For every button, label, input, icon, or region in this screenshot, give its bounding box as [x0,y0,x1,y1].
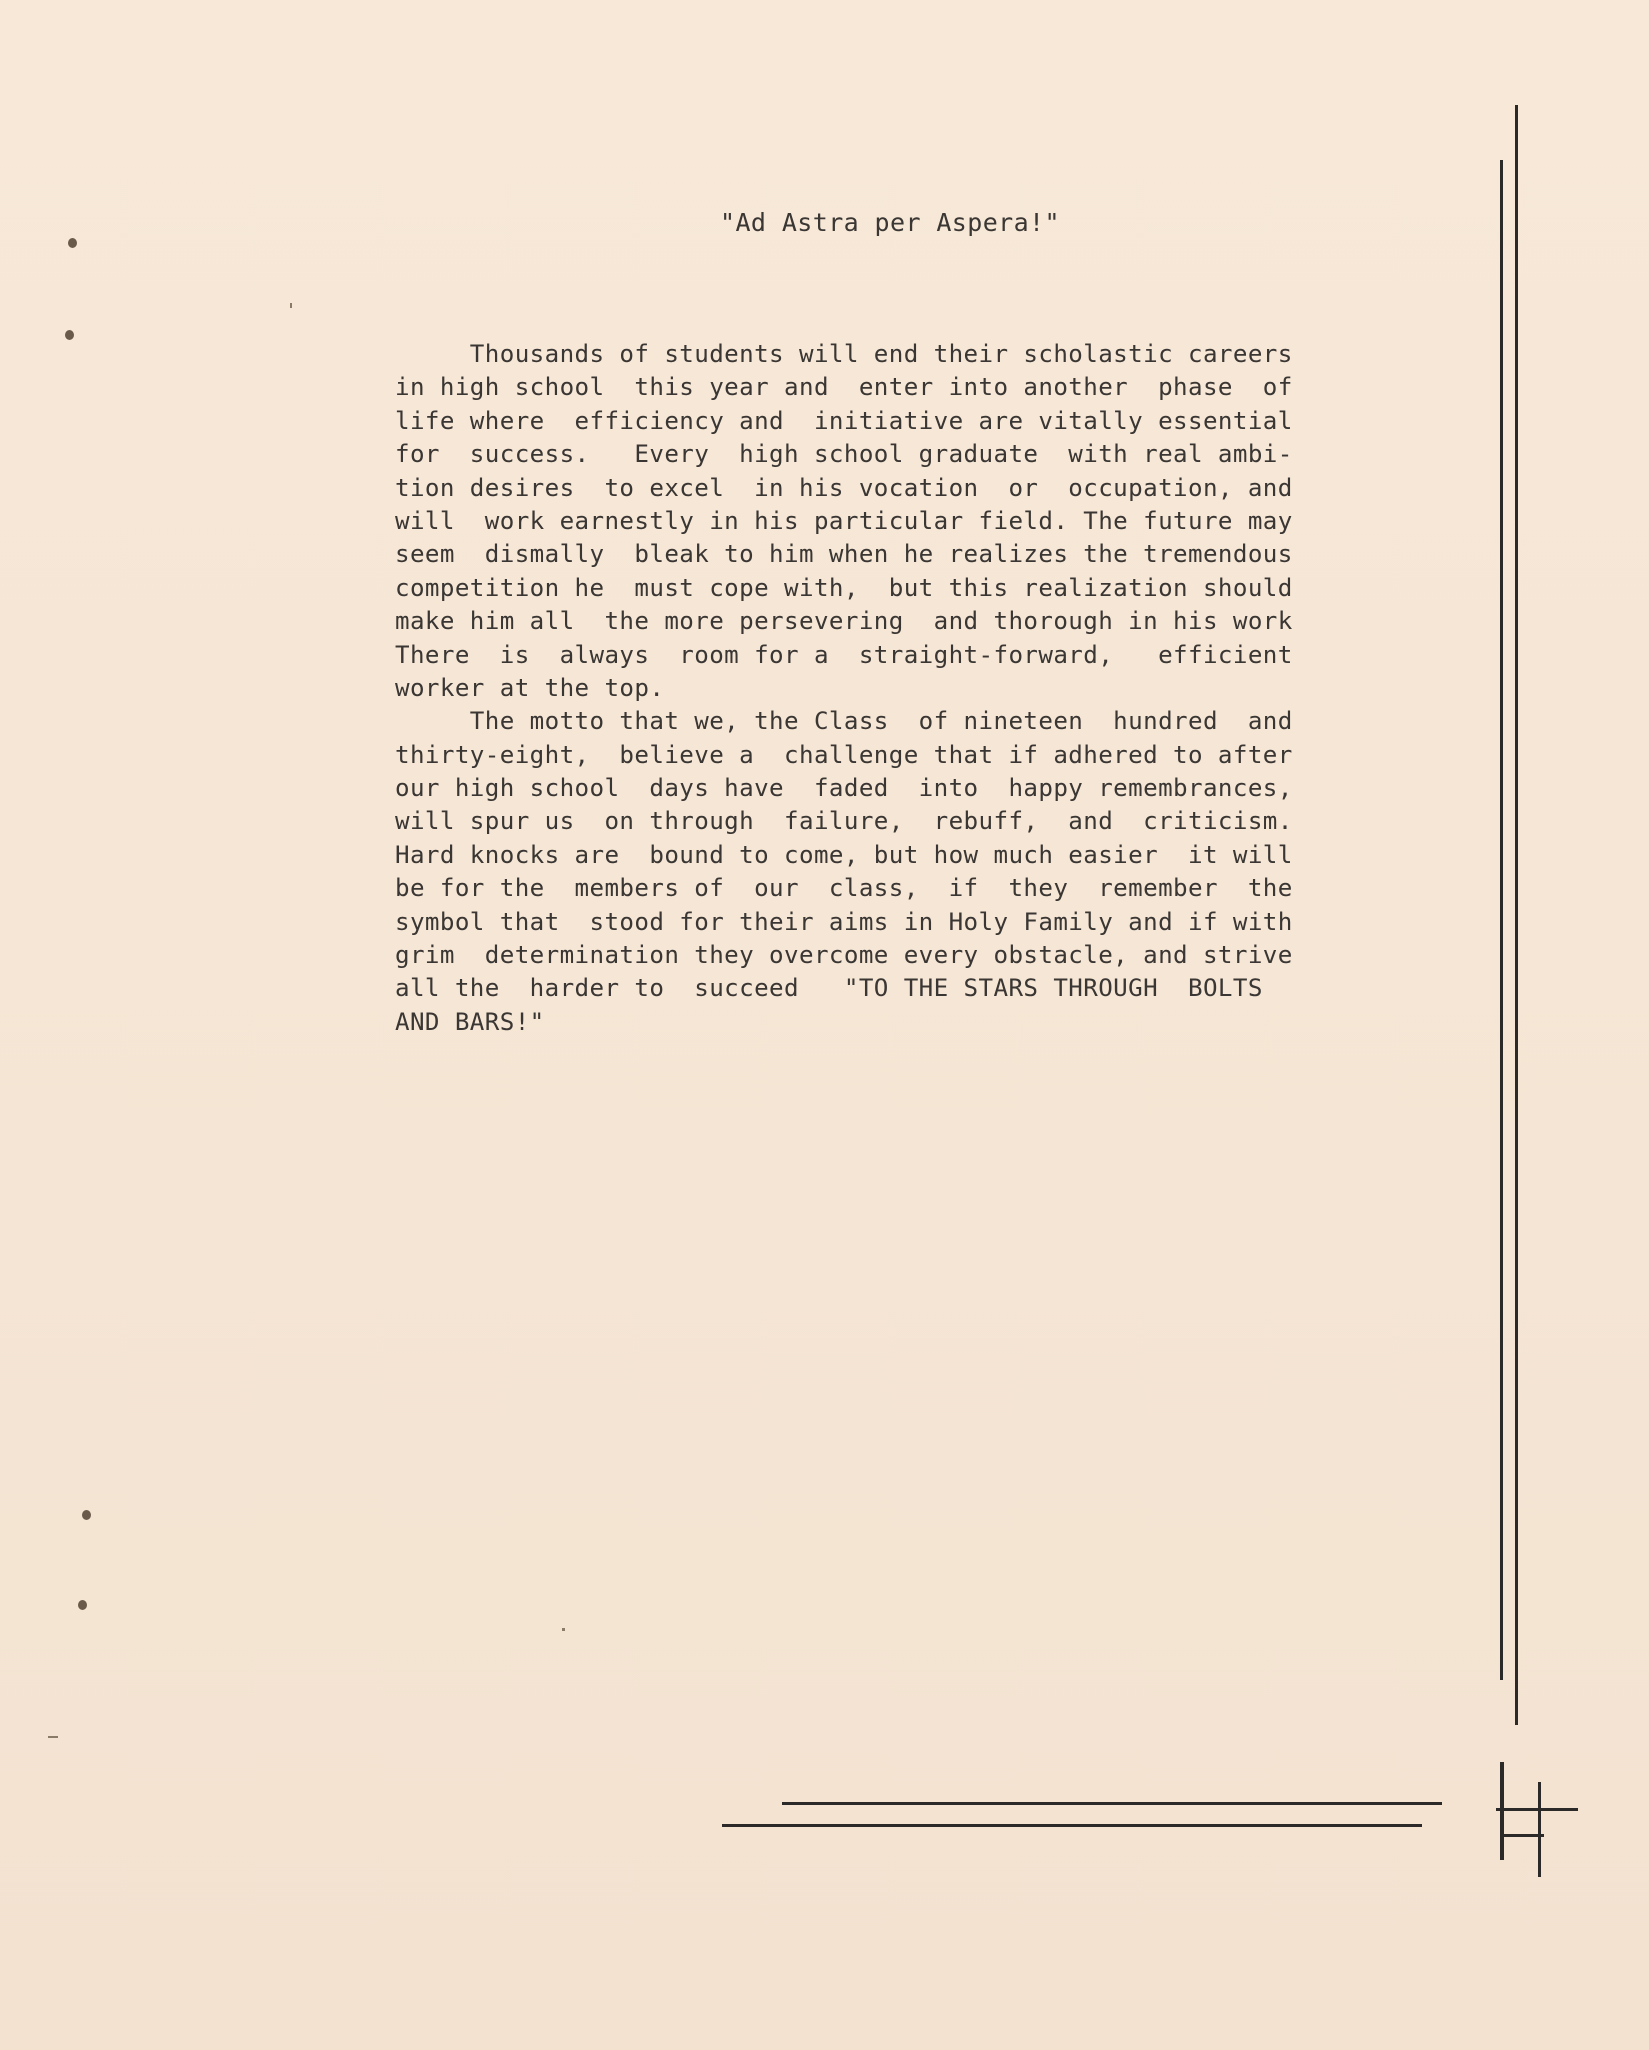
text-line: make him all the more persevering and thorough in his work [395,607,1293,636]
corner-mark-horizontal-a [1496,1808,1578,1811]
border-rule-vertical-outer [1515,105,1518,1725]
border-rule-horizontal-lower [722,1824,1422,1827]
binder-hole [82,1510,91,1520]
text-line: all the harder to succeed "TO THE STARS THROUGH BOLTS [395,974,1263,1003]
text-line: for success. Every high school graduate with real ambi- [395,440,1293,469]
page-title: "Ad Astra per Aspera!" [720,208,1060,237]
text-line: thirty-eight, believe a challenge that if adhered to after [395,740,1293,769]
border-rule-horizontal-upper [782,1802,1442,1805]
text-line: our high school days have faded into happy remembrances, [395,774,1293,803]
text-line: grim determination they overcome every obstacle, and strive [395,941,1293,970]
binder-hole [68,238,77,248]
binder-hole [78,1600,87,1610]
text-line: AND BARS!" [395,1007,545,1036]
text-line: There is always room for a straight-forward, efficient [395,640,1293,669]
border-rule-vertical-inner [1500,160,1503,1680]
text-line: life where efficiency and initiative are vitally essential [395,406,1293,435]
corner-mark-vertical-b [1538,1782,1541,1877]
text-line: will work earnestly in his particular field. The future may [395,506,1293,535]
text-line: worker at the top. [395,673,665,702]
binder-hole [65,330,74,340]
text-line: symbol that stood for their aims in Holy Family and if with [395,907,1293,936]
text-line: in high school this year and enter into another phase of [395,373,1293,402]
text-line: be for the members of our class, if they remember the [395,874,1293,903]
paper-speck [48,1736,58,1738]
text-line: tion desires to excel in his vocation or occupation, and [395,473,1293,502]
text-line: will spur us on through failure, rebuff, and criticism. [395,807,1293,836]
text-line: seem dismally bleak to him when he realizes the tremendous [395,540,1293,569]
corner-mark-vertical-a [1500,1762,1504,1860]
body-text [395,338,1400,1039]
text-line: competition he must cope with, but this realization should [395,573,1293,602]
paper-speck [290,303,292,308]
text-line: The motto that we, the Class of nineteen hundred and [395,707,1293,736]
corner-mark-horizontal-b [1504,1834,1544,1837]
paper-speck [562,1628,565,1631]
text-line: Hard knocks are bound to come, but how much easier it will [395,840,1293,869]
text-line: Thousands of students will end their scholastic careers [395,340,1293,368]
